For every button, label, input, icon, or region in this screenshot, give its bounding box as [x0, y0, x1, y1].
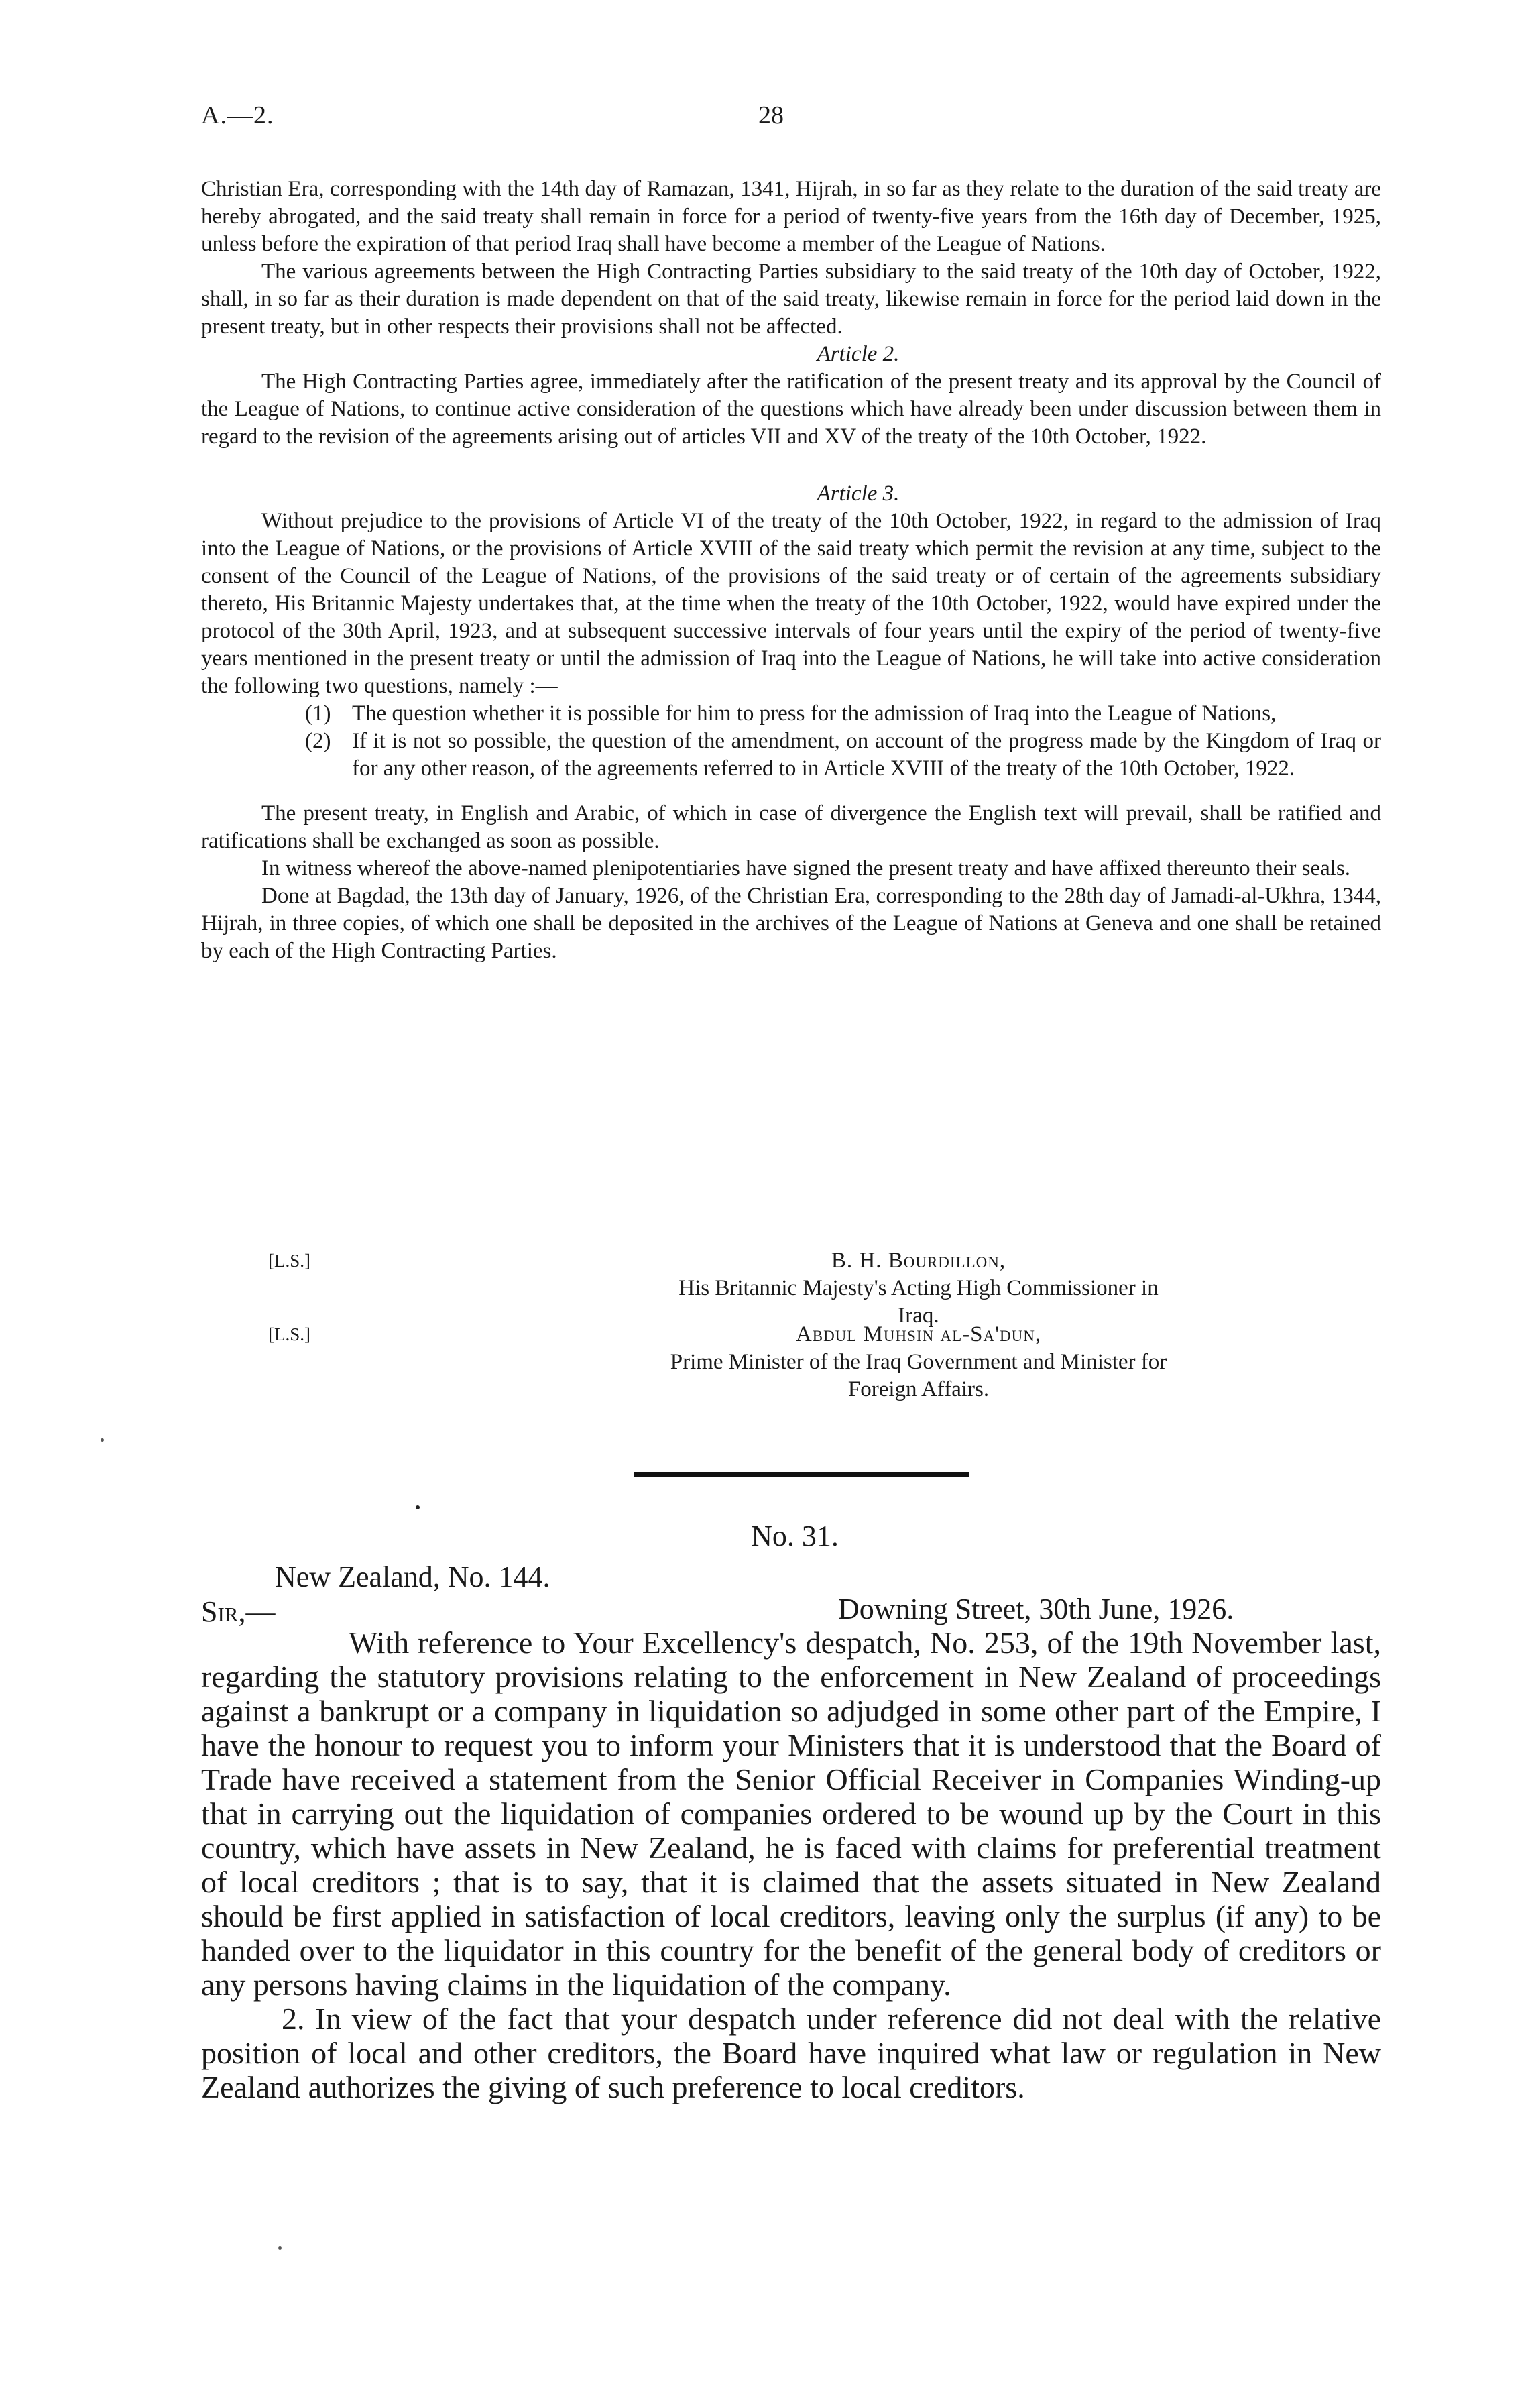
article-2-heading: Article 2. [817, 342, 900, 366]
despatch-paragraph-1: With reference to Your Excellency's despatch, No. 253, of the 19th November last, regarding the statutory provisions relating to the enforcement in New Zealand of proceedings against a bankrupt or a company in liquidation so adjudged in some other part of the Empire, I have the honour to request you to inform your Ministers that it is understood that the Board of Trade have received a statement from the Senior Official Receiver in Companies Winding-up that in carrying out the liquidation of companies ordered to be wound up by the Court in this country, which have assets in New Zealand, he is faced with claims for preferential treatment of local creditors ; that is to say, that it is claimed that the assets situated in New Zealand should be first applied in satisfaction of local creditors, leaving only the surplus (if any) to be handed over to the liquidator in this country for the benefit of the general body of creditors or any persons having claims in the liquidation of the company. [201, 1625, 1381, 2002]
treaty-paragraph-done: Done at Bagdad, the 13th day of January, 1926, of the Christian Era, corresponding to the 28th day of Jamadi-al-Ukhra, 1344, Hijrah, in three copies, of which one shall be deposited in the archives of the League of Nations at Geneva and one shall be retained by each of the High Contracting Parties. [201, 884, 1381, 963]
dateline: Downing Street, 30th June, 1926. [838, 1593, 1234, 1625]
questions-list [201, 700, 1381, 783]
list-item-number: (1) [305, 701, 331, 726]
list-item-text: The question whether it is possible for him to press for the admission of Iraq into the League of Nations, [352, 701, 1277, 726]
seal-mark: [L.S.] [268, 1324, 310, 1344]
seal-mark: [L.S.] [268, 1251, 310, 1271]
signatory-name: Abdul Muhsin al-Sa'dun, [795, 1322, 1042, 1346]
treaty-text [201, 176, 1381, 965]
page-number: 28 [758, 101, 784, 129]
despatch-body [201, 1625, 1381, 2104]
despatch-number: No. 31. [751, 1520, 839, 1552]
signatory-title: Prime Minister of the Iraq Government and Minister for [670, 1350, 1167, 1374]
signature-section [201, 1247, 1381, 1408]
section-divider [634, 1472, 969, 1477]
print-speck [416, 1505, 420, 1509]
print-speck [101, 1438, 104, 1442]
signature-block [201, 1321, 1381, 1408]
treaty-paragraph-agreements: The various agreements between the High Contracting Parties subsidiary to the said treaty of the 10th day of October, 1922, shall, in so far as their duration is made dependent on that of the said treaty, likewise remain in force for the period laid down in the present treaty, but in other respects their provisions shall not be affected. [201, 260, 1381, 339]
article-3-text: Without prejudice to the provisions of Article VI of the treaty of the 10th October, 1922, in regard to the admission of Iraq into the League of Nations, or the provisions of Article XVIII of the said treaty which permit the revision at any time, subject to the consent of the Council of the League of Nations, of the provisions of the said treaty or of certain of the agreements subsidiary thereto, His Britannic Majesty undertakes that, at the time when the treaty of the 10th October, 1922, would have expired under the protocol of the 30th April, 1923, and at subsequent successive intervals of four years until the expiry of the period of twenty-five years mentioned in the present treaty or until the admission of Iraq into the League of Nations, he will take into active consideration the following two questions, namely :— [201, 509, 1381, 698]
article-3-heading: Article 3. [817, 481, 900, 506]
page-header [201, 101, 1341, 141]
document-reference: A.—2. [201, 101, 274, 129]
print-speck [278, 2246, 282, 2250]
treaty-paragraph-continuation: Christian Era, corresponding with the 14th day of Ramazan, 1341, Hijrah, in so far as they relate to the duration of the said treaty are hereby abrogated, and the said treaty shall remain in force for a period of twenty-five years from the 16th day of December, 1925, unless before the expiration of that period Iraq shall have become a member of the League of Nations. [201, 177, 1381, 256]
article-2-text: The High Contracting Parties agree, immediately after the ratification of the present treaty and its approval by the Council of the League of Nations, to continue active consideration of the questions which have already been under discussion between them in regard to the revision of the agreements arising out of articles VII and XV of the treaty of the 10th October, 1922. [201, 369, 1381, 449]
treaty-paragraph-language: The present treaty, in English and Arabic, of which in case of divergence the English text will prevail, shall be ratified and ratifications shall be exchanged as soon as possible. [201, 801, 1381, 853]
treaty-paragraph-witness: In witness whereof the above-named plenipotentiaries have signed the present treaty and have affixed thereunto their seals. [261, 856, 1351, 880]
signatory-title-continued: Foreign Affairs. [847, 1377, 990, 1401]
list-item-text: If it is not so possible, the question of the amendment, on account of the progress made by the Kingdom of Iraq or for any other reason, of the agreements referred to in Article XVIII of the treaty of the 10th October, 1922. [352, 729, 1381, 781]
despatch-reference: New Zealand, No. 144. [275, 1560, 550, 1593]
signatory-title: His Britannic Majesty's Acting High Commissioner in Iraq. [678, 1276, 1159, 1328]
salutation: Sir,— [201, 1595, 276, 1628]
despatch-paragraph-2: 2. In view of the fact that your despatch under reference did not deal with the relative position of local and other creditors, the Board have inquired what law or regulation in New Zealand authorizes the giving of such preference to local creditors. [201, 2002, 1381, 2104]
signature-block [201, 1247, 1381, 1328]
list-item-number: (2) [305, 729, 331, 753]
signatory-name: B. H. Bourdillon, [831, 1249, 1006, 1273]
list-item [305, 700, 1381, 728]
list-item [305, 728, 1381, 783]
